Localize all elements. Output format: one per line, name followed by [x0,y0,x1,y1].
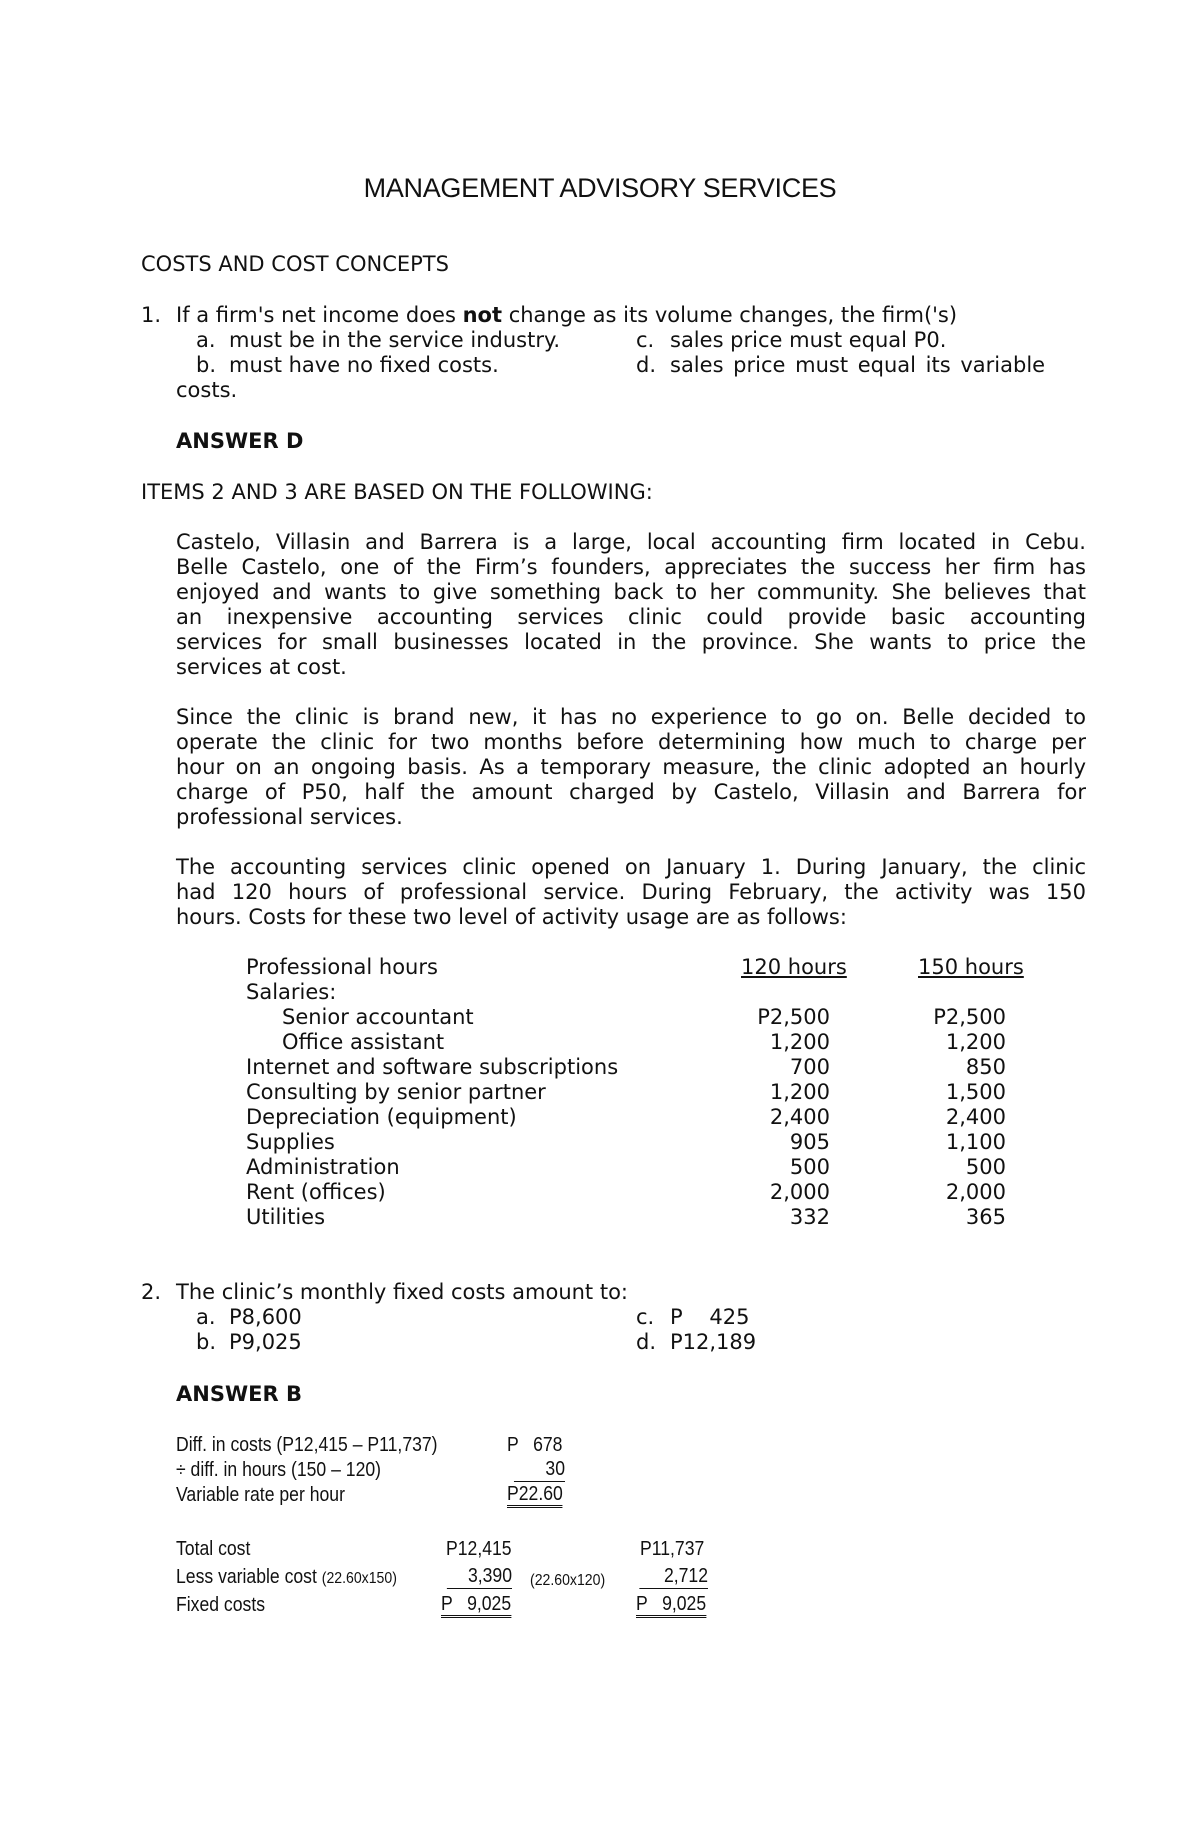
solution-row-label: ÷ diff. in hours (150 – 120) [176,1459,382,1481]
table-row-label: Office assistant [282,1030,445,1054]
q1-number: 1. [141,303,162,327]
fixed-costs-label: Fixed costs [176,1594,266,1616]
table-row-col1: 905 [789,1130,830,1154]
q2-number: 2. [141,1280,162,1304]
table-header-col2: 150 hours [918,955,1024,979]
table-row-label: Senior accountant [282,1005,474,1029]
q2-choice-a-letter: a. [196,1305,216,1329]
q2-choice-c: P 425 [670,1305,750,1329]
q2-answer: ANSWER B [176,1382,302,1406]
table-row-label: Internet and software subscriptions [246,1055,619,1079]
section-heading: COSTS AND COST CONCEPTS [141,252,449,276]
table-row-col1: 2,400 [769,1105,830,1129]
q1-choice-b: must have no fixed costs. [229,353,499,377]
table-row-col2: 365 [965,1205,1006,1229]
table-row-col2: 1,500 [945,1080,1006,1104]
table-row-col1: 500 [789,1155,830,1179]
q1-choice-c-letter: c. [636,328,655,352]
table-row-col1: 700 [789,1055,830,1079]
table-row-col2: 2,000 [945,1180,1006,1204]
q2-choice-a: P8,600 [229,1305,302,1329]
q2-stem: The clinic’s monthly fixed costs amount to: [176,1280,629,1304]
case-p2-line: hour on an ongoing basis. As a temporary measure, the clinic adopted an hourly [176,755,1086,779]
table-row-col1: 1,200 [769,1030,830,1054]
less-variable-label: Less variable cost (22.60x150) [176,1566,397,1588]
q1-choice-a-letter: a. [196,328,216,352]
case-p1-line: Castelo, Villasin and Barrera is a large, local accounting firm located in Cebu. [176,530,1086,554]
table-header-label: Professional hours [246,955,438,979]
less-variable-a: 3,390 [447,1565,512,1589]
case-p2-line: professional services. [176,805,403,829]
table-row-col1: 2,000 [769,1180,830,1204]
table-row-col2: 1,100 [945,1130,1006,1154]
q2-choice-d: P12,189 [670,1330,757,1354]
q1-choice-c: sales price must equal P0. [670,328,947,352]
less-variable-b: 2,712 [639,1565,708,1589]
total-cost-a: P12,415 [446,1538,512,1560]
table-row-col1: P2,500 [757,1005,830,1029]
table-row-col2: 1,200 [945,1030,1006,1054]
q1-choice-b-letter: b. [196,353,217,377]
total-cost-b: P11,737 [640,1538,705,1560]
q1-choice-a: must be in the service industry. [229,328,561,352]
solution-row-value: P 678 [507,1434,563,1456]
items-header: ITEMS 2 AND 3 ARE BASED ON THE FOLLOWING: [141,480,653,504]
q1-choice-d-letter: d. [636,353,657,377]
case-p1-line: an inexpensive accounting services clinic could provide basic accounting [176,605,1086,629]
table-row-label: Utilities [246,1205,326,1229]
case-p3-line: hours. Costs for these two level of activity usage are as follows: [176,905,847,929]
q1-answer: ANSWER D [176,429,304,453]
table-row-col1: 332 [789,1205,830,1229]
case-p3-line: The accounting services clinic opened on January 1. During January, the clinic [176,855,1086,879]
q2-choice-c-letter: c. [636,1305,655,1329]
case-p1-line: Belle Castelo, one of the Firm’s founders, appreciates the success her firm has [176,555,1086,579]
case-p1-line: services at cost. [176,655,347,679]
q2-choice-b-letter: b. [196,1330,217,1354]
table-row-col2: 850 [965,1055,1006,1079]
table-header-col1: 120 hours [741,955,847,979]
solution-row-value: 30 [514,1458,565,1482]
case-p1-line: services for small businesses located in the province. She wants to price the [176,630,1086,654]
less-variable-note-b: (22.60x120) [530,1572,606,1589]
case-p2-line: charge of P50, half the amount charged by Castelo, Villasin and Barrera for [176,780,1086,804]
q1-choice-d: sales price must equal its variable [670,353,1046,377]
table-row-label: Depreciation (equipment) [246,1105,517,1129]
solution-row-label: Diff. in costs (P12,415 – P11,737) [176,1434,438,1456]
table-row-col2: P2,500 [933,1005,1006,1029]
table-row-label: Supplies [246,1130,335,1154]
q2-choice-b: P9,025 [229,1330,302,1354]
q2-choice-d-letter: d. [636,1330,657,1354]
case-p2-line: Since the clinic is brand new, it has no experience to go on. Belle decided to [176,705,1086,729]
table-row-col2: 2,400 [945,1105,1006,1129]
table-row-label: Consulting by senior partner [246,1080,546,1104]
q1-choice-d-continued: costs. [176,378,238,402]
table-row-label: Rent (offices) [246,1180,386,1204]
q1-stem: If a firm's net income does not change as its volume changes, the firm('s) [176,303,958,327]
case-p2-line: operate the clinic for two months before determining how much to charge per [176,730,1086,754]
table-row-col1: 1,200 [769,1080,830,1104]
table-row-label: Administration [246,1155,400,1179]
solution-row-value: P22.60 [507,1483,563,1508]
document-title: MANAGEMENT ADVISORY SERVICES [363,173,837,203]
table-row-col2: 500 [965,1155,1006,1179]
table-salaries-label: Salaries: [246,980,337,1004]
solution-row-label: Variable rate per hour [176,1484,345,1506]
fixed-costs-a: P 9,025 [441,1593,511,1618]
case-p1-line: enjoyed and wants to give something back to her community. She believes that [176,580,1086,604]
case-p3-line: had 120 hours of professional service. During February, the activity was 150 [176,880,1086,904]
total-cost-label: Total cost [176,1538,251,1560]
fixed-costs-b: P 9,025 [636,1593,706,1618]
